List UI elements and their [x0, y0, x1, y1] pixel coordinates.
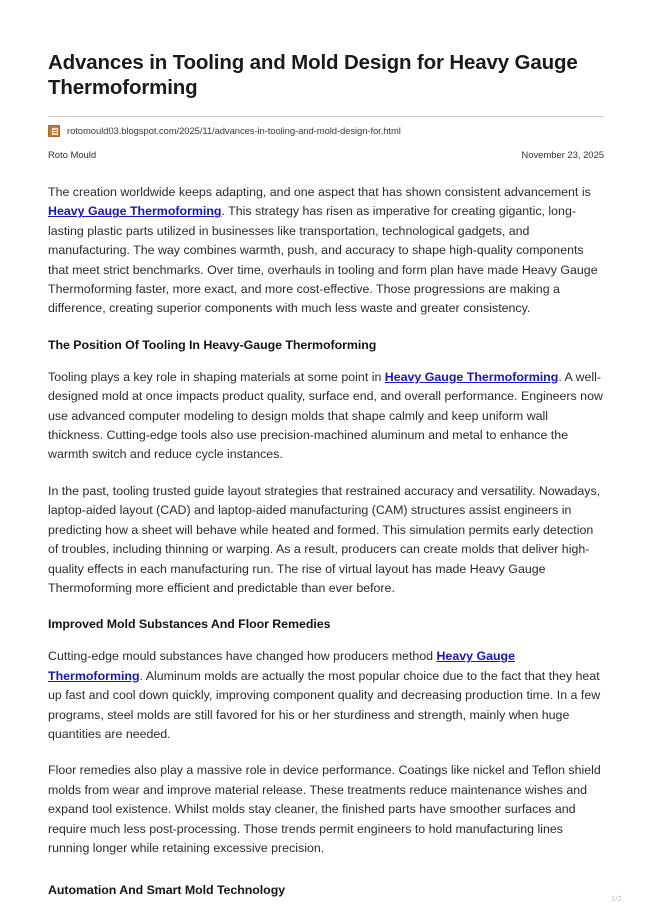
paragraph-tooling-role-text-after: . A well-designed mold at once impacts product quality, surface end, and overall performance. Engineers now use advanced computer modeling to design molds that shape calmly and keep uniform wall thickness. Cutting-edge tools also use precision-machined aluminum and metal to enhance the warmth switch and reduce cycle instances. — [48, 369, 603, 462]
paragraph-intro-text-before: The creation worldwide keeps adapting, and one aspect that has shown consistent advancement is — [48, 185, 591, 199]
source-url[interactable]: rotomould03.blogspot.com/2025/11/advances-in-tooling-and-mold-design-for.html — [67, 125, 401, 137]
section-heading-tooling-position: The Position Of Tooling In Heavy-Gauge Thermoforming — [48, 337, 377, 352]
byline-author: Roto Mould — [48, 150, 97, 161]
source-divider — [48, 116, 604, 117]
paragraph-mould-materials — [48, 647, 604, 744]
link-heavy-gauge-thermoforming-1[interactable]: Heavy Gauge Thermoforming — [48, 204, 222, 219]
section-heading-automation: Automation And Smart Mold Technology — [48, 883, 286, 898]
document-favicon-icon — [48, 125, 60, 137]
paragraph-mould-materials-text-before: Cutting-edge mould substances have changed how producers method — [48, 649, 437, 664]
paragraph-intro-text-after: . This strategy has risen as imperative for creating gigantic, long-lasting plastic parts utilized in businesses like transportation, technological gadgets, and manufacturing. The way combines warmth, push, and accuracy to shape high-quality components that meet strict benchmarks. Over time, overhauls in tooling and form plan have made Heavy Gauge Thermoforming faster, more exact, and more cost-effective. Those progressions are making a difference, creating superior components with much less waste and greater consistency. — [48, 204, 598, 316]
paragraph-tooling-role-text-before: Tooling plays a key role in shaping materials at some point in — [48, 369, 385, 384]
page-title: Advances in Tooling and Mold Design for Heavy Gauge Thermoforming — [48, 51, 578, 99]
link-heavy-gauge-thermoforming-3[interactable]: Heavy Gauge Thermoforming — [48, 649, 515, 683]
paragraph-floor-remedies: Floor remedies also play a massive role in device performance. Coatings like nickel and Teflon shield molds from wear and improve material release. These treatments reduce maintenance wishes and expand tool existence. Whilst molds stay cleaner, the finished parts have smoother surfaces and require much less post-processing. Those trends permit engineers to hold manufacturing lines running longer while retaining excessive precision. — [48, 763, 601, 855]
byline — [48, 150, 604, 161]
paragraph-mould-materials-text-after: . Aluminum molds are actually the most popular choice due to the fact that they heat up fast and cool down quickly, improving component quality and decreasing production time. In a few programs, steel molds are still favored for his or her sturdiness and strength, mainly when huge quantities are needed. — [48, 668, 601, 741]
page-number-indicator: 1/2 — [610, 894, 622, 903]
paragraph-tooling-role — [48, 368, 604, 465]
byline-date: November 23, 2025 — [521, 150, 604, 161]
paragraph-cad-cam: In the past, tooling trusted guide layout strategies that restrained accuracy and versatility. Nowadays, laptop-aided layout (CAD) and laptop-aided manufacturing (CAM) structures assist engineers in predicting how a sheet will behave while heated and formed. This simulation permits early detection of troubles, including thinning or warping. As a result, producers can create molds that deliver high-quality effects in each manufacturing run. The rise of virtual layout has made Heavy Gauge Thermoforming more efficient and predictable than ever before. — [48, 483, 601, 595]
section-heading-mold-substances: Improved Mold Substances And Floor Remedies — [48, 617, 331, 632]
link-heavy-gauge-thermoforming-2[interactable]: Heavy Gauge Thermoforming — [384, 369, 559, 384]
source-row — [48, 125, 604, 137]
paragraph-intro — [48, 183, 604, 319]
